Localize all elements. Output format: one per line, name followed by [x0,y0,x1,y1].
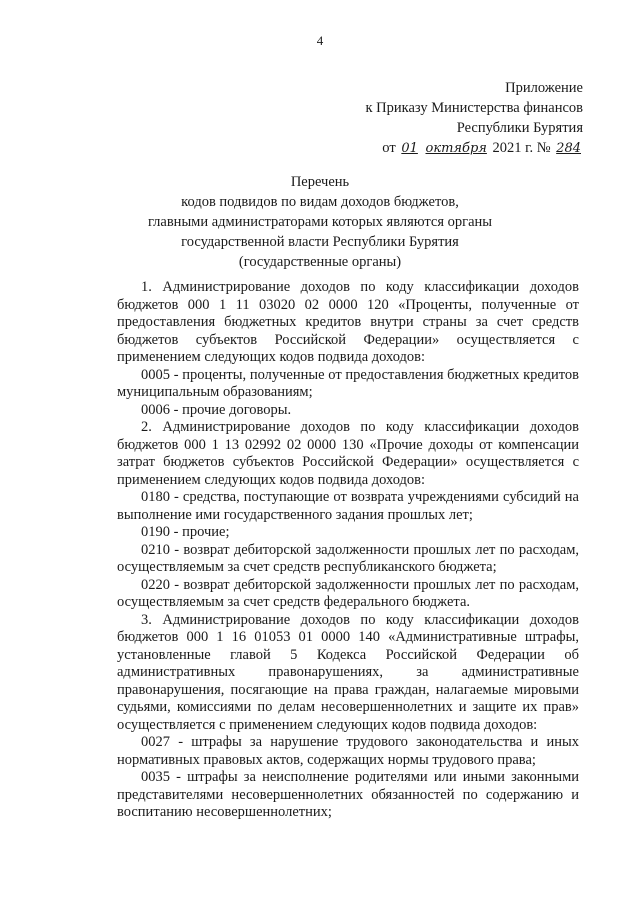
paragraph: 0220 - возврат дебиторской задолженности прошлых лет по расходам, осуществляемым за счет средств федерального бюджета. [117,576,579,610]
document-body [117,279,579,822]
handwritten-month: октября [425,141,487,156]
paragraph: 0006 - прочие договоры. [141,401,292,418]
paragraph: 3. Администрирование доходов по коду классификации доходов бюджетов 000 1 16 01053 01 0000 140 «Административные штрафы, установленные главой 5 Кодекса Российской Федерации об административных правонарушениях, за административные правонарушения, посягающие на права граждан, налагаемые мировыми судьями, комиссиями по делам несовершеннолетних и защите их прав» осуществляется с применением следующих кодов подвида доходов: [117,611,579,733]
title-line-1: Перечень [290,174,350,190]
paragraph: 0190 - прочие; [141,524,230,540]
appendix-line-2: к Приказу Министерства финансов [365,100,583,116]
paragraph: 2. Администрирование доходов по коду классификации доходов бюджетов 000 1 13 02992 02 0000 130 «Прочие доходы от компенсации затрат бюджетов субъектов Российской Федерации» осуществляется с применением следующих кодов подвида доходов: [117,419,579,488]
title-line-5: (государственные органы) [238,254,402,270]
document-title [0,172,640,272]
appendix-line-3: Республики Бурятия [456,120,583,136]
page-number: 4 [316,33,324,48]
title-line-2: кодов подвидов по видам доходов бюджетов, [181,194,459,210]
paragraph: 1. Администрирование доходов по коду классификации доходов бюджетов 000 1 11 03020 02 0000 120 «Проценты, полученные от предоставления бюджетных кредитов внутри страны за счет средств бюджетов субъектов Российской Федерации» осуществляется с применением следующих кодов подвида доходов: [117,279,579,365]
paragraph: 0035 - штрафы за неисполнение родителями или иными законными представителями несовершеннолетних обязанностей по содержанию и воспитанию несовершеннолетних; [117,769,579,820]
paragraph: 0027 - штрафы за нарушение трудового законодательства и иных нормативных правовых актов, содержащих нормы трудового права; [117,734,579,768]
date-year: 2021 г. № [492,140,551,156]
handwritten-day: 01 [401,141,418,156]
title-line-3: главными администраторами которых являются органы [147,214,493,230]
handwritten-order-number: 284 [556,141,581,156]
paragraph: 0210 - возврат дебиторской задолженности прошлых лет по расходам, осуществляемым за счет средств республиканского бюджета; [117,541,579,575]
paragraph: 0005 - проценты, полученные от предоставления бюджетных кредитов муниципальным образованиям; [117,366,579,400]
appendix-header [366,78,583,159]
paragraph: 0180 - средства, поступающие от возврата учреждениями субсидий на выполнение ими государственного задания прошлых лет; [117,489,579,523]
title-line-4: государственной власти Республики Бурятия [181,234,459,250]
date-prefix: от [382,140,396,156]
appendix-line-1: Приложение [505,80,583,96]
appendix-date-line [366,138,583,159]
